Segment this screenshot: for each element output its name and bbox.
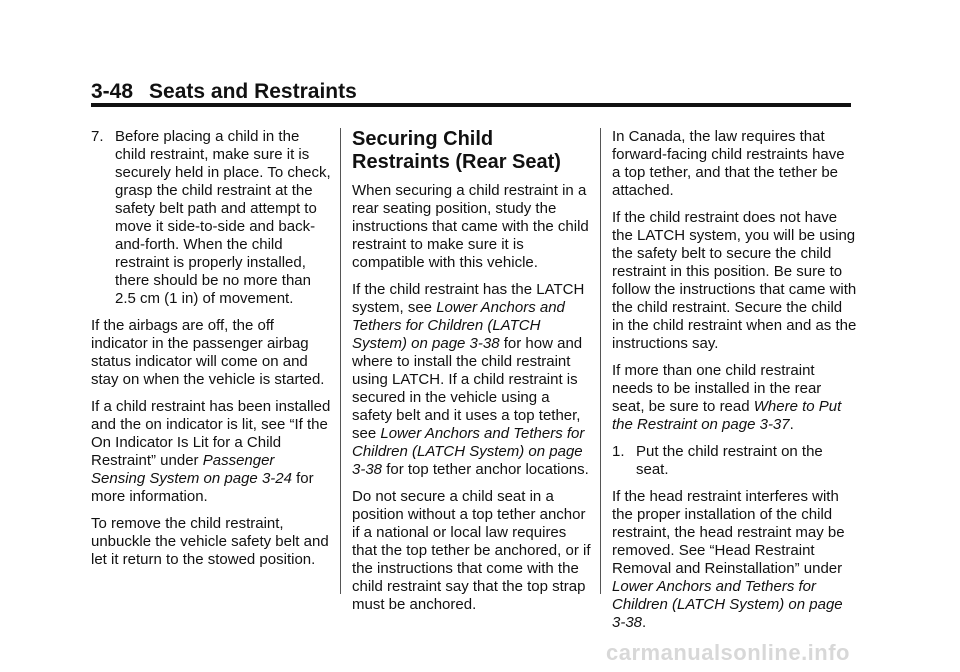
paragraph-remove: To remove the child restraint, unbuckle the vehicle safety belt and let it return to the stowed position. [91, 515, 329, 568]
text-run: for how and where to install the child restraint using LATCH. If a child restraint is secured in the vehicle using a safety belt and it uses a top tether, see [352, 335, 583, 442]
paragraph-more [612, 362, 857, 434]
text-run: for more information. [91, 470, 314, 505]
watermark: carmanualsonline.info [606, 640, 850, 665]
step-text: Before placing a child in the child restraint, make sure it is securely held in place. To check, grasp the child restraint at the safety belt path and attempt to move it side-to-side and back-and-forth. When the child restraint is properly installed, there should be no more than 2.5 cm (1 in) of movement. [115, 128, 331, 307]
section-heading: Securing Child Restraints (Rear Seat) [352, 128, 561, 173]
cross-reference-link[interactable]: Lower Anchors and Tethers for Children (LATCH System) on page 3-38 [612, 578, 843, 631]
section-title: Seats and Restraints [149, 80, 357, 103]
text-run: . [789, 416, 794, 433]
paragraph-latch [352, 281, 592, 479]
page-header [91, 80, 357, 104]
paragraph-airbags: If the airbags are off, the off indicator in the passenger airbag status indicator will come on and stay on when the vehicle is started. [91, 317, 325, 388]
paragraph-tether: Do not secure a child seat in a position without a top tether anchor if a national or local law requires that the top tether be anchored, or if the instructions that come with the child restraint say that the top strap must be anchored. [352, 488, 591, 613]
step-number: 7. [91, 128, 104, 145]
paragraph-canada: In Canada, the law requires that forward-facing child restraints have a top tether, and that the tether be attached. [612, 128, 845, 199]
text-run: If a child restraint has been installed and the on indicator is lit, see “If the On Indicator Is Lit for a Child Restraint” under [91, 398, 331, 469]
column-2 [352, 128, 592, 623]
cross-reference-link[interactable]: Lower Anchors and Tethers for Children (LATCH System) on page 3-38 [352, 425, 585, 478]
cross-reference-link[interactable]: Lower Anchors and Tethers for Children (LATCH System) on page 3-38 [352, 299, 565, 352]
cross-reference-link[interactable]: Where to Put the Restraint on page 3-37 [612, 398, 842, 433]
step-number: 1. [612, 443, 625, 460]
header-rule [91, 103, 851, 107]
paragraph-rear: When securing a child restraint in a rear seating position, study the instructions that came with the child restraint to make sure it is compatible with this vehicle. [352, 182, 589, 271]
paragraph-installed [91, 398, 331, 506]
text-run: If the head restraint interferes with the proper installation of the child restraint, the head restraint may be removed. See “Head Restraint Removal and Reinstallation” under [612, 488, 845, 577]
step-1 [612, 443, 857, 479]
step-7 [91, 128, 331, 308]
column-3 [612, 128, 857, 641]
text-run: If more than one child restraint needs to be installed in the rear seat, be sure to read [612, 362, 822, 415]
cross-reference-link[interactable]: Passenger Sensing System on page 3-24 [91, 452, 292, 487]
text-run: for top tether anchor locations. [382, 461, 589, 478]
text-run: . [642, 614, 647, 631]
column-divider [340, 128, 341, 594]
step-text: Put the child restraint on the seat. [636, 443, 823, 478]
paragraph-no-latch: If the child restraint does not have the LATCH system, you will be using the safety belt to secure the child restraint in this position. Be sure to follow the instructions that came with the child restraint. Secure the child in the child restraint when and as the instructions say. [612, 209, 857, 352]
page-number: 3-48 [91, 80, 134, 103]
column-1 [91, 128, 331, 578]
column-divider [600, 128, 601, 594]
text-run: If the child restraint has the LATCH system, see [352, 281, 585, 316]
step-1-note [612, 488, 857, 632]
